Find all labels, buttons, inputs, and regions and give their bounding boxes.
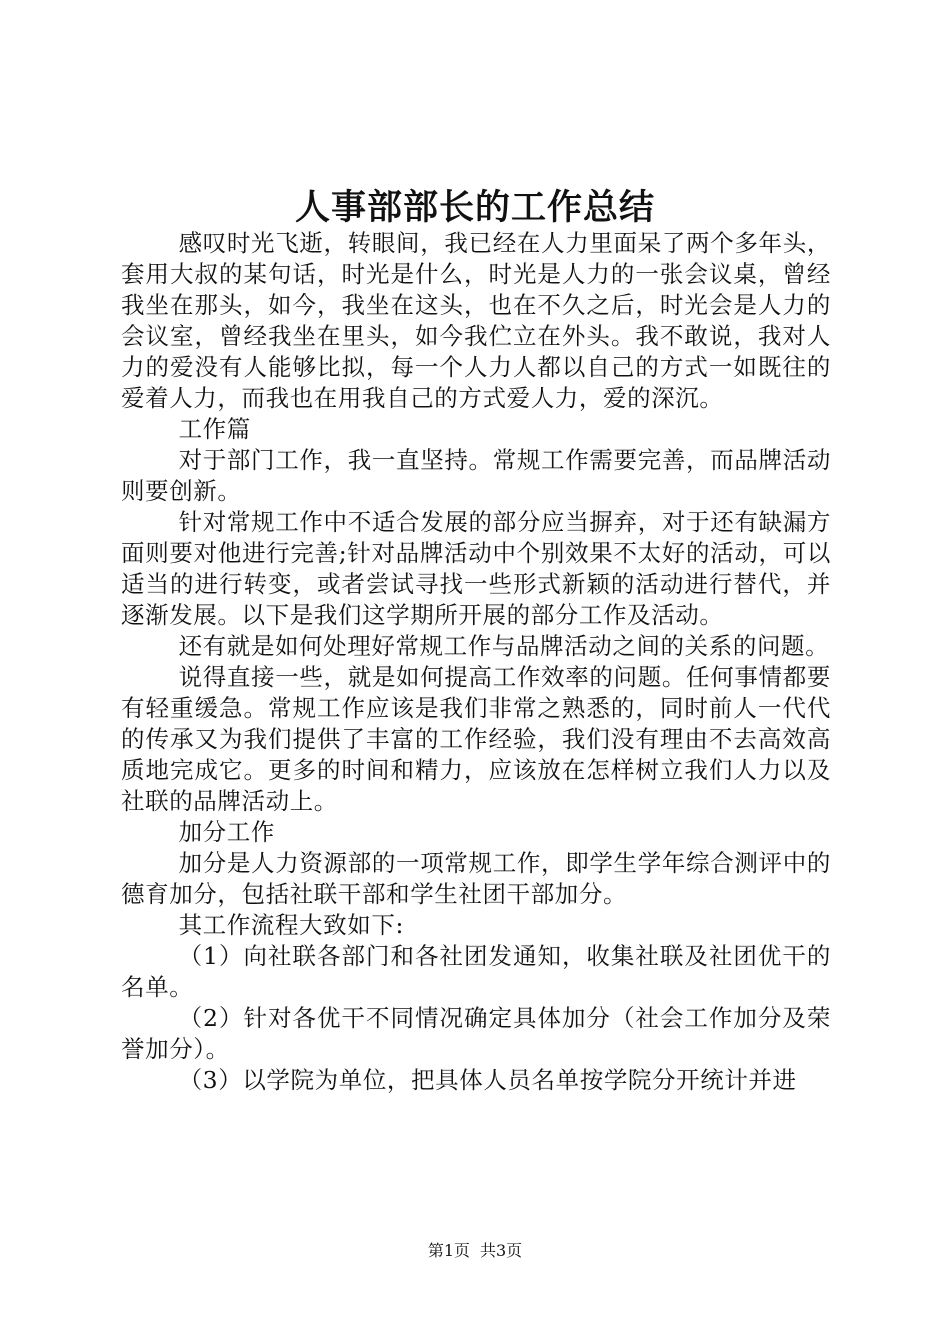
paragraph: 其工作流程大致如下:	[178, 911, 404, 939]
page-footer	[0, 1240, 950, 1262]
section-heading-bonus: 加分工作	[178, 818, 275, 846]
page-number: 第1页	[427, 1241, 470, 1260]
section-heading-work: 工作篇	[178, 415, 251, 443]
paragraph-intro: 感叹时光飞逝，转眼间，我已经在人力里面呆了两个多年头，套用大叔的某句话，时光是什么，时光是人力的一张会议桌，曾经我坐在那头，如今，我坐在这头，也在不久之后，时光会是人力的会议室，曾经我坐在里头，如今我伫立在外头。我不敢说，我对人力的爱没有人能够比拟，每一个人力人都以自己的方式一如既往的爱着人力，而我也在用我自己的方式爱人力，爱的深沉。	[121, 229, 831, 412]
page-total: 共3页	[480, 1241, 523, 1260]
paragraph: 还有就是如何处理好常规工作与品牌活动之间的关系的问题。	[178, 632, 830, 660]
document-body	[121, 228, 831, 1096]
list-item-step-1: （1）向社联各部门和各社团发通知，收集社联及社团优干的名单。	[121, 942, 831, 1001]
list-item-step-3: （3）以学院为单位，把具体人员名单按学院分开统计并进	[178, 1066, 797, 1094]
list-item-step-2: （2）针对各优干不同情况确定具体加分（社会工作加分及荣誉加分）。	[121, 1004, 831, 1063]
paragraph: 对于部门工作，我一直坚持。常规工作需要完善，而品牌活动则要创新。	[121, 446, 831, 505]
paragraph: 针对常规工作中不适合发展的部分应当摒弃，对于还有缺漏方面则要对他进行完善;针对品牌活动中个别效果不太好的活动，可以适当的进行转变，或者尝试寻找一些形式新颖的活动进行替代，并逐渐发展。以下是我们这学期所开展的部分工作及活动。	[121, 508, 831, 629]
paragraph: 加分是人力资源部的一项常规工作，即学生学年综合测评中的德育加分，包括社联干部和学生社团干部加分。	[121, 849, 831, 908]
paragraph: 说得直接一些，就是如何提高工作效率的问题。任何事情都要有轻重缓急。常规工作应该是我们非常之熟悉的，同时前人一代代的传承又为我们提供了丰富的工作经验，我们没有理由不去高效高质地完成它。更多的时间和精力，应该放在怎样树立我们人力以及社联的品牌活动上。	[121, 663, 831, 815]
document-title: 人事部部长的工作总结	[294, 187, 655, 228]
